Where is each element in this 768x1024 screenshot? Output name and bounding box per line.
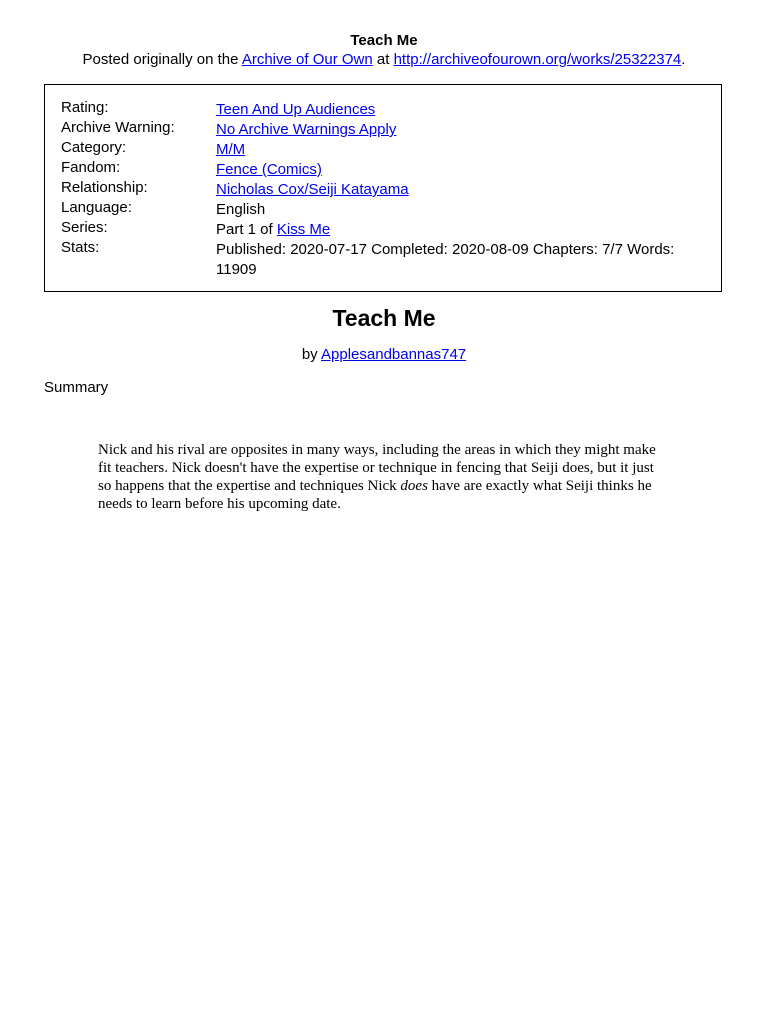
archive-link[interactable]: Archive of Our Own [241, 51, 373, 68]
fandom-link[interactable]: Fence (Comics) [216, 161, 322, 178]
metadata-box [44, 84, 722, 292]
byline [0, 345, 768, 365]
author-link[interactable]: Applesandbannas747 [321, 346, 467, 363]
summary-heading: Summary [44, 379, 109, 396]
summary-emphasis: does [400, 478, 428, 494]
summary-text-before: Nick and his rival are opposites in many ways, including the areas in which they might make fit teachers. Nick doesn't have the expertise or technique in fencing that Seiji does, but it just so happens that the expertise and techniques Nick [98, 442, 656, 494]
by-text: by [301, 346, 318, 363]
fandom-label: Fandom: [61, 159, 121, 176]
rating-label: Rating: [61, 99, 109, 116]
posted-line [0, 50, 768, 69]
document-header [0, 31, 768, 69]
warning-label: Archive Warning: [61, 119, 175, 136]
stats-value: Published: 2020-07-17 Completed: 2020-08-09 Chapters: 7/7 Words: 11909 [216, 241, 675, 278]
category-label: Category: [61, 139, 127, 156]
summary-text [98, 441, 658, 513]
header-title: Teach Me [350, 32, 418, 49]
summary-text-after: have are exactly what Seiji thinks he needs to learn before his upcoming date. [98, 478, 652, 512]
work-title: Teach Me [332, 305, 436, 331]
language-label: Language: [61, 199, 132, 216]
stats-label: Stats: [61, 239, 100, 256]
rating-link[interactable]: Teen And Up Audiences [216, 101, 376, 118]
series-prefix: Part 1 of [216, 221, 273, 238]
category-link[interactable]: M/M [216, 141, 246, 158]
relationship-link[interactable]: Nicholas Cox/Seiji Katayama [216, 181, 409, 198]
period: . [681, 51, 686, 68]
series-link[interactable]: Kiss Me [276, 221, 331, 238]
language-value: English [216, 201, 266, 218]
at-text: at [376, 51, 390, 68]
relationship-label: Relationship: [61, 179, 148, 196]
warning-link[interactable]: No Archive Warnings Apply [216, 121, 397, 138]
series-label: Series: [61, 219, 108, 236]
work-url-link[interactable]: http://archiveofourown.org/works/25322374 [393, 51, 682, 68]
posted-prefix: Posted originally on the [82, 51, 239, 68]
